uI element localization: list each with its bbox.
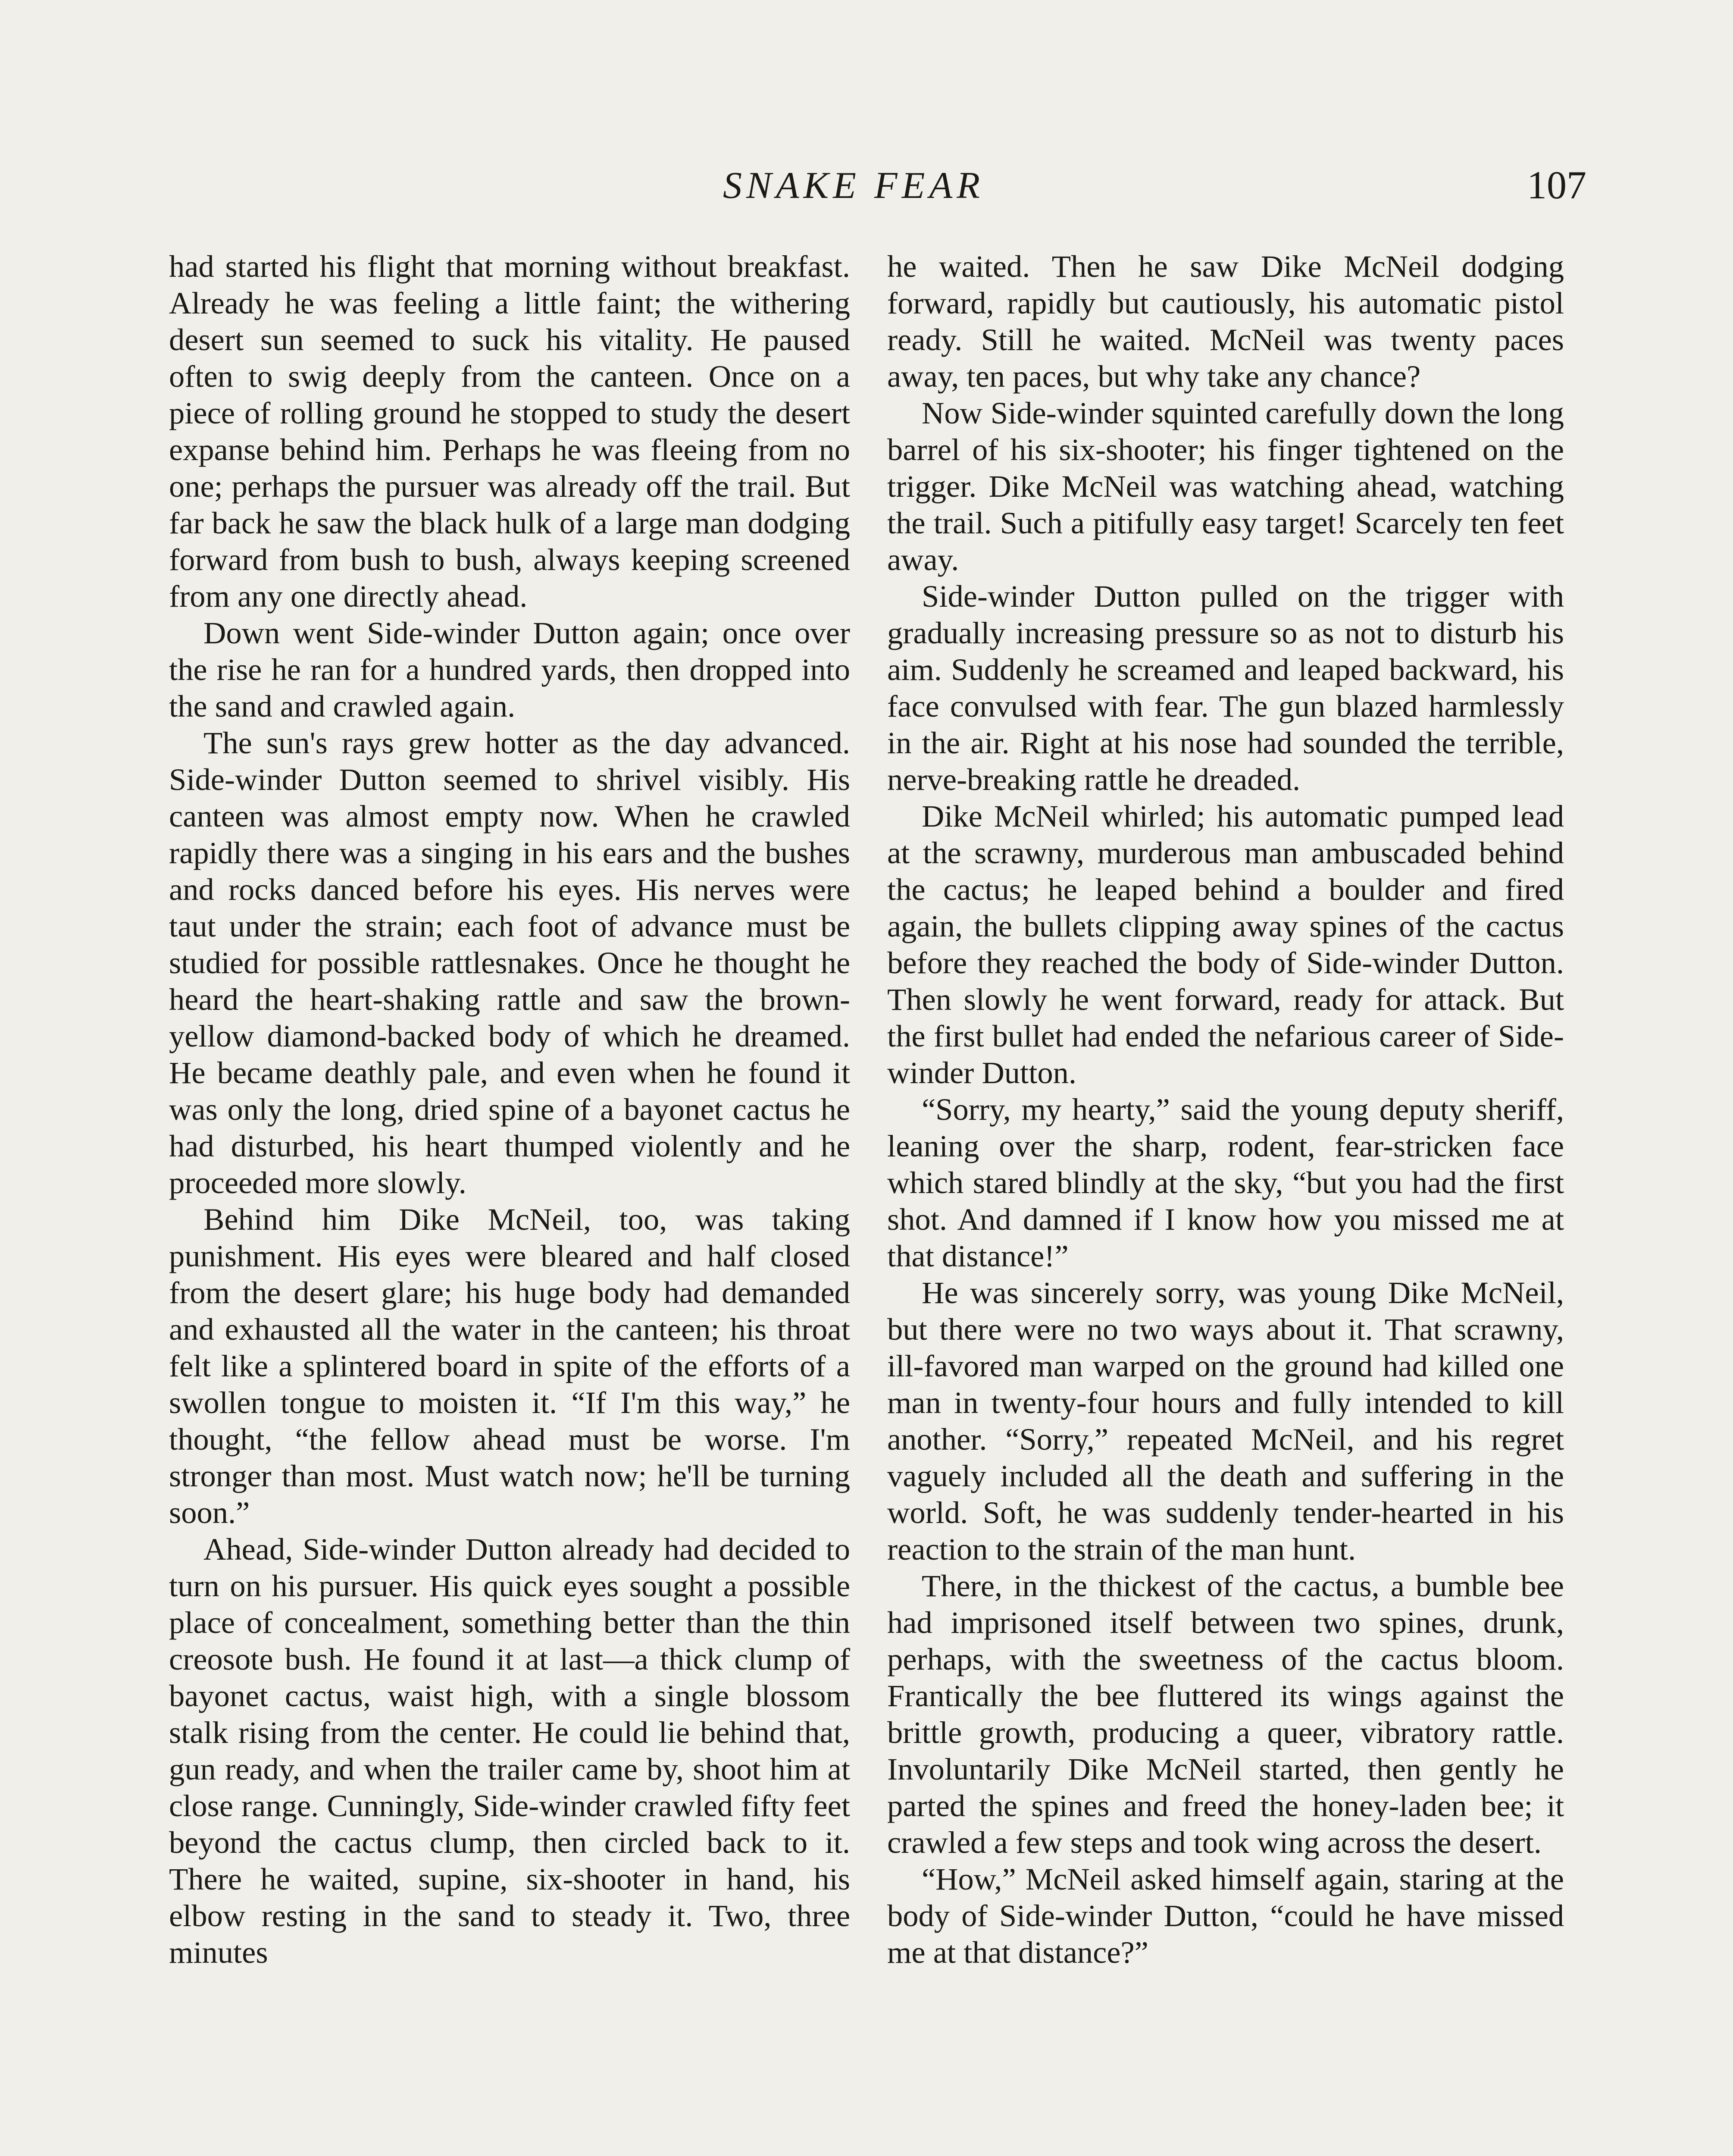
left-column [169,248,850,2156]
paragraph: He was sincerely sorry, was young Dike McNeil, but there were no two ways about it. That scrawny, ill-favored man warped on the ground had killed one man in twenty-four hours and fully intended to kill another. “Sorry,” repeated McNeil, and his regret vaguely included all the death and suffering in the world. Soft, he was suddenly tender-hearted in his reaction to the strain of the man hunt. [887,1275,1564,1567]
paragraph: Behind him Dike McNeil, too, was taking punishment. His eyes were bleared and half closed from the desert glare; his huge body had demanded and exhausted all the water in the canteen; his throat felt like a splintered board in spite of the efforts of a swollen tongue to moisten it. “If I'm this way,” he thought, “the fellow ahead must be worse. I'm stronger than most. Must watch now; he'll be turning soon.” [169,1202,850,1530]
paragraph: There, in the thickest of the cactus, a bumble bee had imprisoned itself between two spines, drunk, perhaps, with the sweetness of the cactus bloom. Frantically the bee fluttered its wings against the brittle growth, producing a queer, vibratory rattle. Involuntarily Dike McNeil started, then gently he parted the spines and freed the honey-laden bee; it crawled a few steps and took wing across the desert. [887,1568,1564,1860]
paragraph: “How,” McNeil asked himself again, staring at the body of Side-winder Dutton, “could he have missed me at that distance?” [887,1861,1564,1970]
paragraph: Now Side-winder squinted carefully down the long barrel of his six-shooter; his finger tightened on the trigger. Dike McNeil was watching ahead, watching the trail. Such a pitifully easy target! Scarcely ten feet away. [887,395,1564,577]
paragraph: “Sorry, my hearty,” said the young deputy sheriff, leaning over the sharp, rodent, fear-stricken face which stared blindly at the sky, “but you had the first shot. And damned if I know how you missed me at that distance!” [887,1092,1564,1273]
paragraph: The sun's rays grew hotter as the day advanced. Side-winder Dutton seemed to shrivel visibly. His canteen was almost empty now. When he crawled rapidly there was a singing in his ears and the bushes and rocks danced before his eyes. His nerves were taut under the strain; each foot of advance must be studied for possible rattlesnakes. Once he thought he heard the heart-shaking rattle and saw the brown-yellow diamond-backed body of which he dreamed. He became deathly pale, and even when he found it was only the long, dried spine of a bayonet cactus he had disturbed, his heart thumped violently and he proceeded more slowly. [169,725,850,1200]
paragraph: Ahead, Side-winder Dutton already had decided to turn on his pursuer. His quick eyes sought a possible place of concealment, something better than the thin creosote bush. He found it at last—a thick clump of bayonet cactus, waist high, with a single blossom stalk rising from the center. He could lie behind that, gun ready, and when the trailer came by, shoot him at close range. Cunningly, Side-winder crawled fifty feet beyond the cactus clump, then circled back to it. There he waited, supine, six-shooter in hand, his elbow resting in the sand to steady it. Two, three minutes [169,1532,850,1970]
paragraph: he waited. Then he saw Dike McNeil dodging forward, rapidly but cautiously, his automatic pistol ready. Still he waited. McNeil was twenty paces away, ten paces, but why take any chance? [887,249,1564,394]
right-column [887,248,1564,2156]
paragraph: Down went Side-winder Dutton again; once over the rise he ran for a hundred yards, then dropped into the sand and crawled again. [169,615,850,724]
running-title: SNAKE FEAR [723,165,984,207]
paragraph: Dike McNeil whirled; his automatic pumped lead at the scrawny, murderous man ambuscaded behind the cactus; he leaped behind a boulder and fired again, the bullets clipping away spines of the cactus before they reached the body of Side-winder Dutton. Then slowly he went forward, ready for attack. But the first bullet had ended the nefarious career of Side-winder Dutton. [887,799,1564,1090]
paragraph: had started his flight that morning without breakfast. Already he was feeling a little faint; the withering desert sun seemed to suck his vitality. He paused often to swig deeply from the canteen. Once on a piece of rolling ground he stopped to study the desert expanse behind him. Perhaps he was fleeing from no one; perhaps the pursuer was already off the trail. But far back he saw the black hulk of a large man dodging forward from bush to bush, always keeping screened from any one directly ahead. [169,249,850,614]
page-number: 107 [1527,163,1586,207]
paragraph: Side-winder Dutton pulled on the trigger with gradually increasing pressure so as not to disturb his aim. Suddenly he screamed and leaped backward, his face convulsed with fear. The gun blazed harmlessly in the air. Right at his nose had sounded the terrible, nerve-breaking rattle he dreaded. [887,579,1564,797]
